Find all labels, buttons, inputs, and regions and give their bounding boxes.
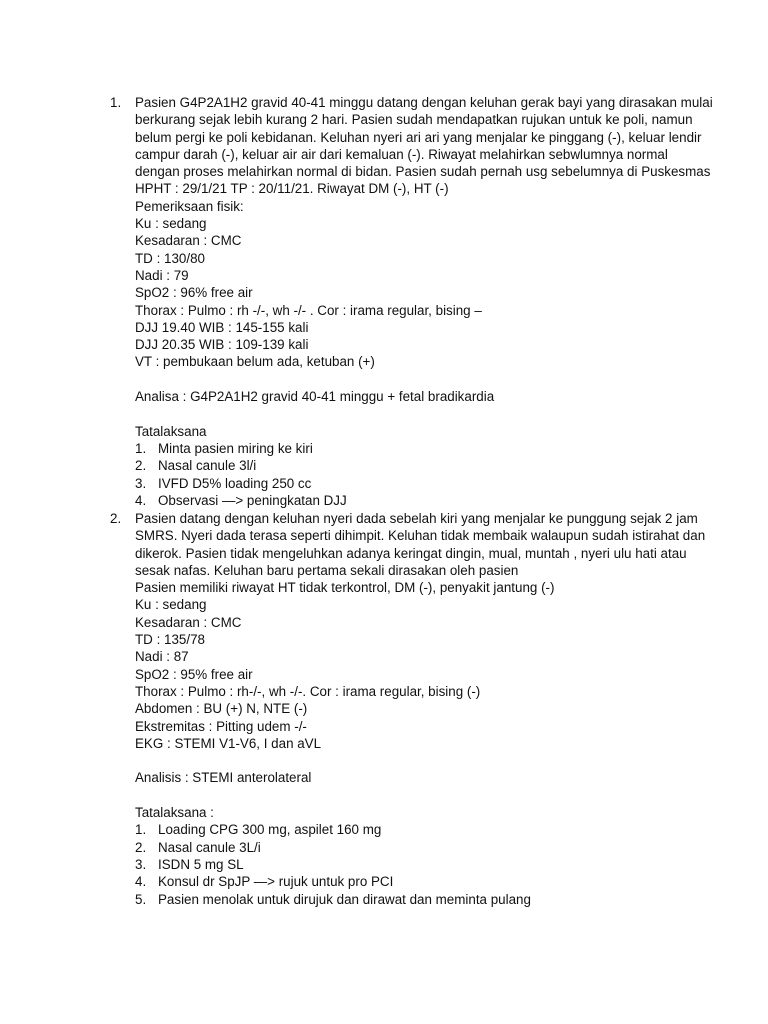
- list-text: Minta pasien miring ke kiri: [158, 440, 313, 456]
- list-text: Observasi —> peningkatan DJJ: [158, 492, 347, 508]
- exam-line: DJJ 19.40 WIB : 145-155 kali: [135, 319, 309, 335]
- list-number: 2.: [135, 458, 147, 474]
- list-item: [135, 821, 680, 838]
- exam-line: Ku : sedang: [135, 597, 207, 613]
- physical-exam: [135, 198, 680, 371]
- list-number: 3.: [135, 475, 147, 491]
- list-text: Nasal canule 3L/i: [158, 839, 261, 855]
- exam-line: EKG : STEMI V1-V6, I dan aVL: [135, 735, 322, 751]
- case-body: [135, 94, 713, 509]
- history-line: dikerok. Pasien tidak mengeluhkan adanya keringat dingin, mual, muntah , nyeri ulu hati atau: [135, 545, 687, 561]
- physical-exam: [135, 596, 680, 752]
- list-text: IVFD D5% loading 250 cc: [158, 475, 312, 491]
- case-1: [110, 94, 713, 509]
- spacer: [135, 371, 680, 388]
- list-text: Konsul dr SpJP —> rujuk untuk pro PCI: [158, 874, 394, 890]
- history-line: HPHT : 29/1/21 TP : 20/11/21. Riwayat DM (-), HT (-): [135, 181, 449, 197]
- history-line: belum pergi ke poli kebidanan. Keluhan nyeri ari ari yang menjalar ke pinggang (-), keluar lendir: [135, 129, 702, 145]
- list-number: 4.: [135, 492, 147, 508]
- list-text: ISDN 5 mg SL: [158, 856, 244, 872]
- spacer: [135, 405, 680, 422]
- list-item: [135, 873, 680, 890]
- list-number: 3.: [135, 856, 147, 872]
- list-item: [135, 839, 680, 856]
- history-line: Pasien datang dengan keluhan nyeri dada sebelah kiri yang menjalar ke punggung sejak 2 jam: [135, 511, 698, 526]
- list-text: Pasien menolak untuk dirujuk dan dirawat dan meminta pulang: [158, 891, 531, 907]
- list-number: 1.: [135, 822, 147, 838]
- analysis-line: Analisis : STEMI anterolateral: [135, 770, 312, 786]
- case-body: [135, 510, 706, 908]
- exam-line: Nadi : 87: [135, 649, 189, 665]
- history-line: SMRS. Nyeri dada terasa seperti dihimpit. Keluhan tidak membaik walaupun sudah istirahat dan: [135, 528, 706, 544]
- exam-line: Kesadaran : CMC: [135, 233, 242, 249]
- list-number: 5.: [135, 891, 147, 907]
- list-item: [135, 492, 680, 509]
- exam-line: Abdomen : BU (+) N, NTE (-): [135, 701, 308, 717]
- management-list: [135, 440, 680, 509]
- list-text: Nasal canule 3l/i: [158, 458, 257, 474]
- spacer: [135, 787, 680, 804]
- exam-line: Thorax : Pulmo : rh -/-, wh -/- . Cor : irama regular, bising –: [135, 302, 482, 318]
- list-item: [135, 440, 680, 457]
- spacer: [135, 752, 680, 769]
- history-line: Pasien G4P2A1H2 gravid 40-41 minggu datang dengan keluhan gerak bayi yang dirasakan mulai: [135, 95, 713, 110]
- list-item: [135, 457, 680, 474]
- exam-line: SpO2 : 95% free air: [135, 666, 253, 682]
- list-number: 4.: [135, 874, 147, 890]
- history-line: campur darah (-), keluar air air dari kemaluan (-). Riwayat melahirkan sebwlumnya normal: [135, 146, 668, 162]
- list-text: Loading CPG 300 mg, aspilet 160 mg: [158, 822, 382, 838]
- list-item: [135, 475, 680, 492]
- exam-line: Thorax : Pulmo : rh-/-, wh -/-. Cor : irama regular, bising (-): [135, 683, 481, 699]
- exam-line: SpO2 : 96% free air: [135, 285, 253, 301]
- exam-line: Nadi : 79: [135, 267, 189, 283]
- case-number: 1.: [110, 95, 122, 110]
- list-item: [135, 891, 680, 908]
- exam-line: VT : pembukaan belum ada, ketuban (+): [135, 354, 375, 370]
- history-line: dengan proses melahirkan normal di bidan. Pasien sudah pernah usg sebelumnya di Puskesmas: [135, 164, 711, 180]
- case-history: [135, 94, 713, 198]
- exam-line: Pemeriksaan fisik:: [135, 198, 244, 214]
- list-number: 1.: [135, 440, 147, 456]
- case-history: [135, 510, 706, 596]
- history-line: Pasien memiliki riwayat HT tidak terkontrol, DM (-), penyakit jantung (-): [135, 580, 555, 596]
- exam-line: TD : 130/80: [135, 250, 205, 266]
- exam-line: Ku : sedang: [135, 216, 207, 232]
- history-line: sesak nafas. Keluhan baru pertama sekali dirasakan oleh pasien: [135, 562, 519, 578]
- history-line: berkurang sejak lebih kurang 2 hari. Pasien sudah mendapatkan rujukan untuk ke poli, namun: [135, 112, 693, 128]
- management-title: Tatalaksana :: [135, 805, 214, 821]
- case-number: 2.: [110, 511, 122, 526]
- analysis-line: Analisa : G4P2A1H2 gravid 40-41 minggu + fetal bradikardia: [135, 389, 495, 405]
- list-item: [135, 856, 680, 873]
- exam-line: Kesadaran : CMC: [135, 614, 242, 630]
- list-number: 2.: [135, 839, 147, 855]
- exam-line: Ekstremitas : Pitting udem -/-: [135, 718, 307, 734]
- case-2: [110, 510, 706, 908]
- exam-line: TD : 135/78: [135, 632, 205, 648]
- management-title: Tatalaksana: [135, 423, 207, 439]
- exam-line: DJJ 20.35 WIB : 109-139 kali: [135, 337, 309, 353]
- management-list: [135, 821, 680, 907]
